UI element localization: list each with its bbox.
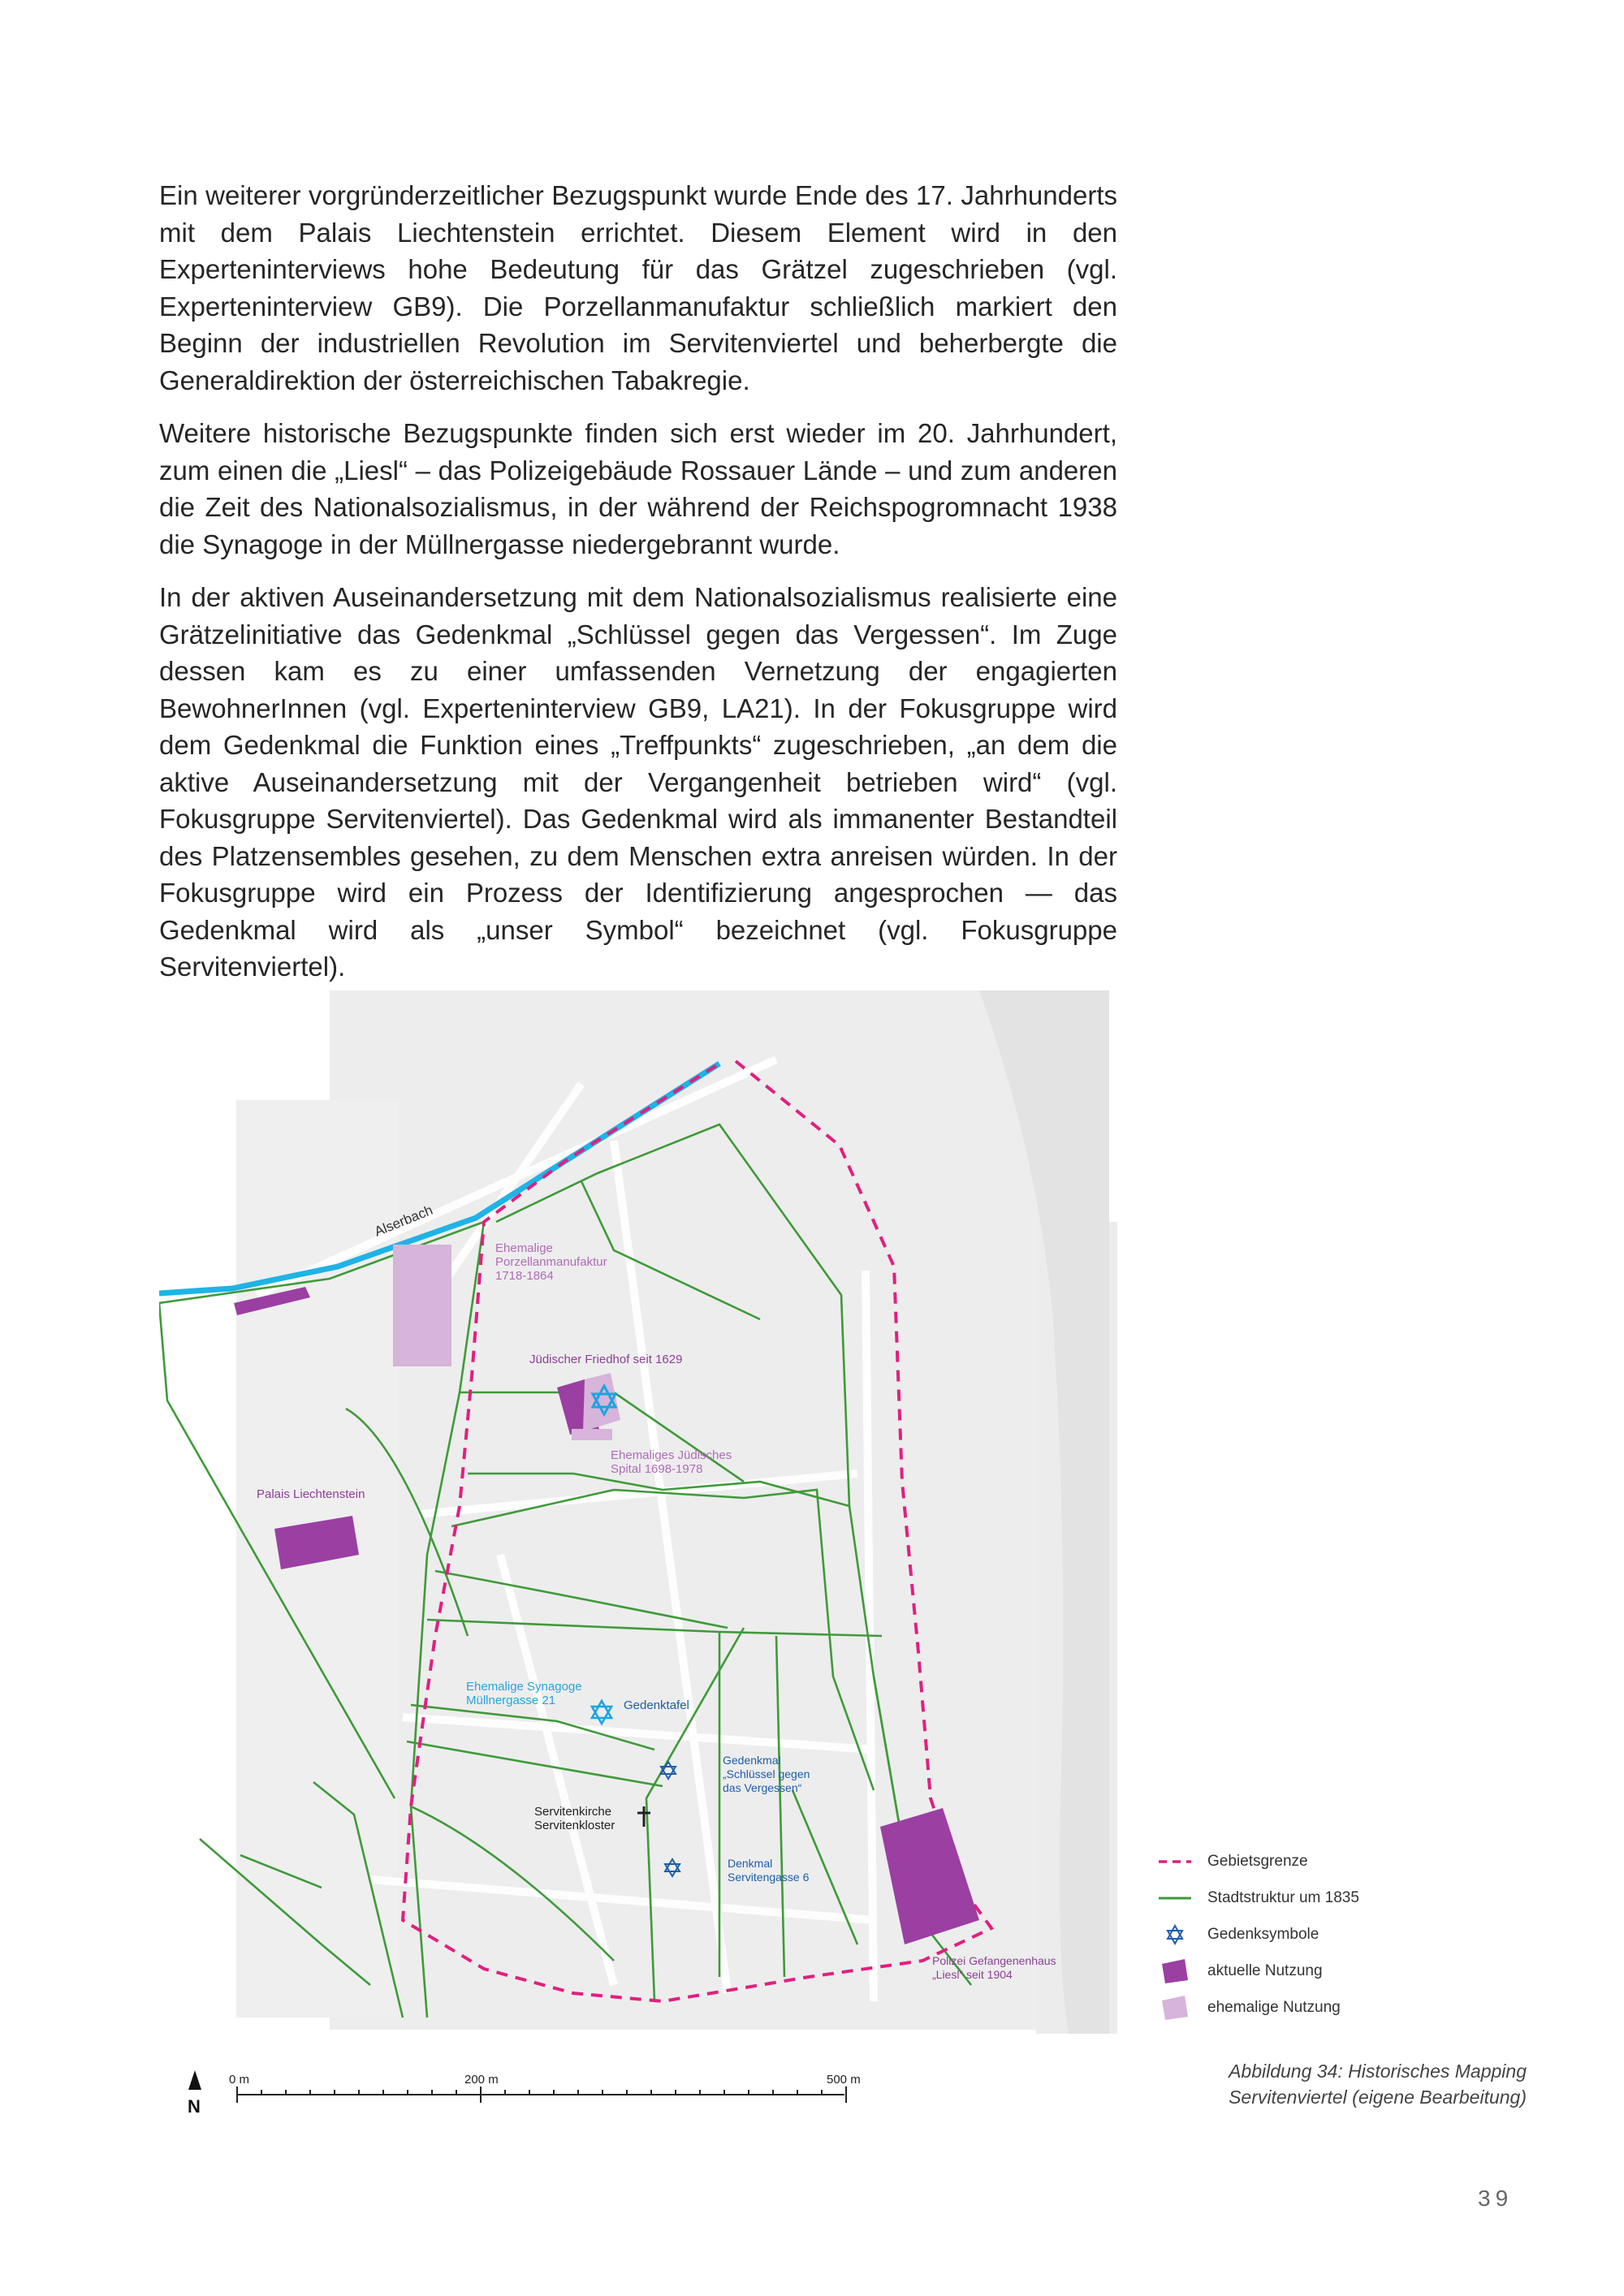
legend-structure	[1157, 1880, 1449, 1916]
page-number: 39	[1478, 2186, 1514, 2211]
north-arrow-icon	[188, 2070, 201, 2090]
former-use-swatch-icon	[1157, 1994, 1193, 2022]
current-use-swatch-icon	[1157, 1957, 1193, 1985]
label-synagoge: Ehemalige Synagoge Müllnergasse 21	[466, 1680, 582, 1707]
label-palais: Palais Liechtenstein	[257, 1487, 365, 1501]
map-legend	[1157, 1843, 1449, 2026]
scale-500: 500 m	[827, 2073, 861, 2087]
figure-caption	[1153, 2058, 1527, 2110]
legend-label: Stadtstruktur um 1835	[1207, 1888, 1359, 1906]
body-text	[159, 177, 1117, 1002]
label-liesl: Polizei Gefangenenhaus „Liesl“ seit 1904	[932, 1954, 1056, 1981]
caption-line-1: Abbildung 34: Historisches Mapping	[1229, 2061, 1527, 2082]
label-kirche: Servitenkirche Servitenkloster	[534, 1805, 615, 1832]
former-spital-area-2	[572, 1429, 612, 1440]
scale-bar	[179, 2062, 909, 2127]
legend-label: Gedenksymbole	[1207, 1925, 1320, 1943]
structure-line-icon	[1157, 1884, 1193, 1912]
caption-line-2: Servitenviertel (eigene Bearbeitung)	[1229, 2087, 1527, 2108]
legend-former	[1157, 1989, 1449, 2026]
former-porzellan-area	[393, 1245, 451, 1366]
north-label: N	[188, 2096, 201, 2117]
label-denkmal: Denkmal Servitengasse 6	[728, 1857, 810, 1884]
boundary-line-icon	[1157, 1848, 1193, 1875]
historical-map	[159, 986, 1117, 2042]
scale-200: 200 m	[464, 2073, 499, 2087]
paragraph-2: Weitere historische Bezugspunkte finden sich erst wieder im 20. Jahrhundert, zum einen die „Liesl“ – das Polizeigebäude Rossauer Lände – und zum anderen die Zeit des Nationalsozialismus, in der während der Reichspogromnacht 1938 die Synagoge in der Müllnergasse niedergebrannt wurde.	[159, 418, 1117, 559]
legend-label: Gebietsgrenze	[1207, 1852, 1308, 1870]
alserbach-label: Alserbach	[372, 1202, 435, 1240]
legend-label: aktuelle Nutzung	[1207, 1962, 1323, 1979]
star-of-david-icon	[1157, 1921, 1193, 1949]
paragraph-1: Ein weiterer vorgründerzeitlicher Bezugspunkt wurde Ende des 17. Jahrhunderts mit dem Palais Liechtenstein errichtet. Diesem Element wird in den Experteninterviews hohe Bedeutung für das Grätzel zugeschrieben (vgl. Experteninterview GB9). Die Porzellanmanufaktur schließlich markiert den Beginn der industriellen Revolution im Servitenviertel und beherbergte die Generaldirektion der österreichischen Tabakregie.	[159, 180, 1117, 395]
legend-boundary	[1157, 1843, 1449, 1880]
legend-label: ehemalige Nutzung	[1207, 1998, 1341, 2016]
legend-current	[1157, 1953, 1449, 1989]
paragraph-3: In der aktiven Auseinandersetzung mit dem Nationalsozialismus realisierte eine Grätzelinitiative das Gedenkmal „Schlüssel gegen das Vergessen“. Im Zuge dessen kam es zu einer umfassenden Vernetzung der engagierten BewohnerInnen (vgl. Experteninterview GB9, LA21). In der Fokusgruppe wird dem Gedenkmal die Funktion eines „Treffpunkts“ zugeschrieben, „an dem die aktive Auseinandersetzung mit der Vergangenheit betrieben wird“ (vgl. Fokusgruppe Servitenviertel). Das Gedenkmal wird als immanenter Bestandteil des Platzensembles gesehen, zu dem Menschen extra anreisen würden. In der Fokusgruppe wird ein Prozess der Identifizierung angesprochen — das Gedenkmal wird als „unser Symbol“ bezeichnet (vgl. Fokusgruppe Servitenviertel).	[159, 582, 1117, 982]
legend-symbols	[1157, 1916, 1449, 1953]
label-porzellan: Ehemalige Porzellanmanufaktur 1718-1864	[495, 1241, 607, 1283]
scale-0: 0 m	[229, 2073, 250, 2087]
label-friedhof: Jüdischer Friedhof seit 1629	[529, 1353, 683, 1366]
label-gedenkmal: Gedenkmal „Schlüssel gegen das Vergessen“	[723, 1754, 810, 1794]
label-spital: Ehemaliges Jüdisches Spital 1698-1978	[611, 1448, 732, 1476]
label-gedenktafel: Gedenktafel	[624, 1698, 689, 1712]
